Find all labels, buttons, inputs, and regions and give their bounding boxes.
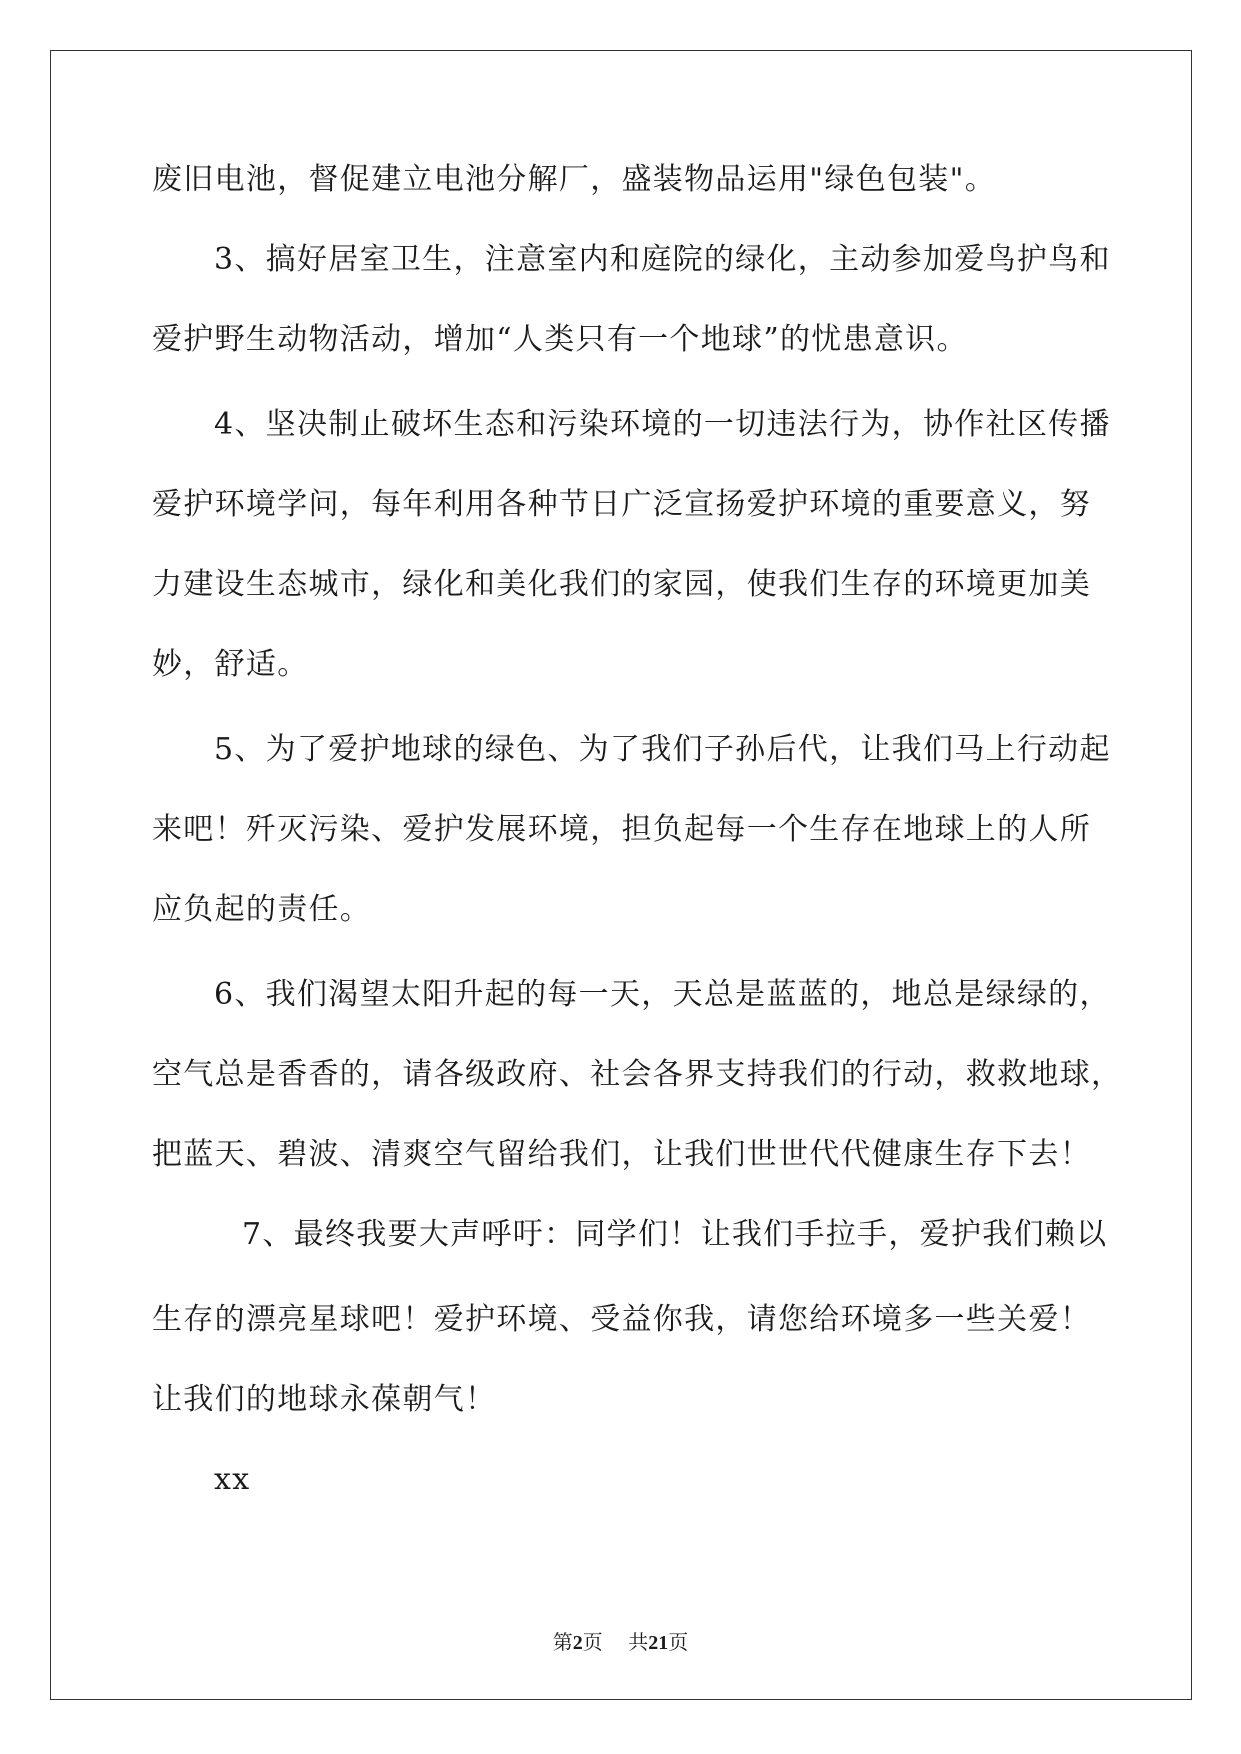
- text-line-7: 妙，舒适。: [152, 647, 309, 682]
- text-line-6: 力建设生态城市，绿化和美化我们的家园，使我们生存的环境更加美: [152, 567, 1091, 602]
- footer-total-prefix: 共: [628, 1630, 649, 1654]
- text-line-3: 爱护野生动物活动，增加“人类只有一个地球”的忧患意识。: [152, 322, 968, 357]
- text-line-17: xx: [214, 1462, 251, 1497]
- text-line-15: 生存的漂亮星球吧！爱护环境、受益你我，请您给环境多一些关爱！: [152, 1302, 1091, 1337]
- text-line-13: 把蓝天、碧波、清爽空气留给我们，让我们世世代代健康生存下去！: [152, 1137, 1091, 1172]
- text-line-12: 空气总是香香的，请各级政府、社会各界支持我们的行动，救救地球，: [152, 1057, 1123, 1092]
- text-line-14: 7、最终我要大声呼吁：同学们！让我们手拉手，爱护我们赖以: [242, 1217, 1108, 1252]
- text-line-1: 废旧电池，督促建立电池分解厂，盛装物品运用"绿色包装"。: [152, 162, 996, 197]
- footer-total-pages: 21: [648, 1632, 669, 1654]
- footer-page-number: 2: [572, 1632, 583, 1654]
- text-line-11: 6、我们渴望太阳升起的每一天，天总是蓝蓝的，地总是绿绿的，: [214, 977, 1111, 1012]
- footer-page-prefix: 第: [552, 1630, 573, 1654]
- text-line-10: 应负起的责任。: [152, 892, 372, 927]
- text-line-2: 3、搞好居室卫生，注意室内和庭院的绿化，主动参加爱鸟护鸟和: [214, 242, 1111, 277]
- footer-total-suffix: 页: [668, 1630, 689, 1654]
- text-line-8: 5、为了爱护地球的绿色、为了我们子孙后代，让我们马上行动起: [214, 732, 1111, 767]
- text-line-16: 让我们的地球永葆朝气！: [152, 1382, 497, 1417]
- page-border: [50, 50, 1192, 1700]
- text-line-4: 4、坚决制止破坏生态和污染环境的一切违法行为，协作社区传播: [214, 407, 1111, 442]
- footer-page-suffix: 页: [582, 1630, 603, 1654]
- text-line-9: 来吧！歼灭污染、爱护发展环境，担负起每一个生存在地球上的人所: [152, 812, 1091, 847]
- page-footer: [0, 1630, 1241, 1655]
- text-line-5: 爱护环境学问，每年利用各种节日广泛宣扬爱护环境的重要意义，努: [152, 487, 1091, 522]
